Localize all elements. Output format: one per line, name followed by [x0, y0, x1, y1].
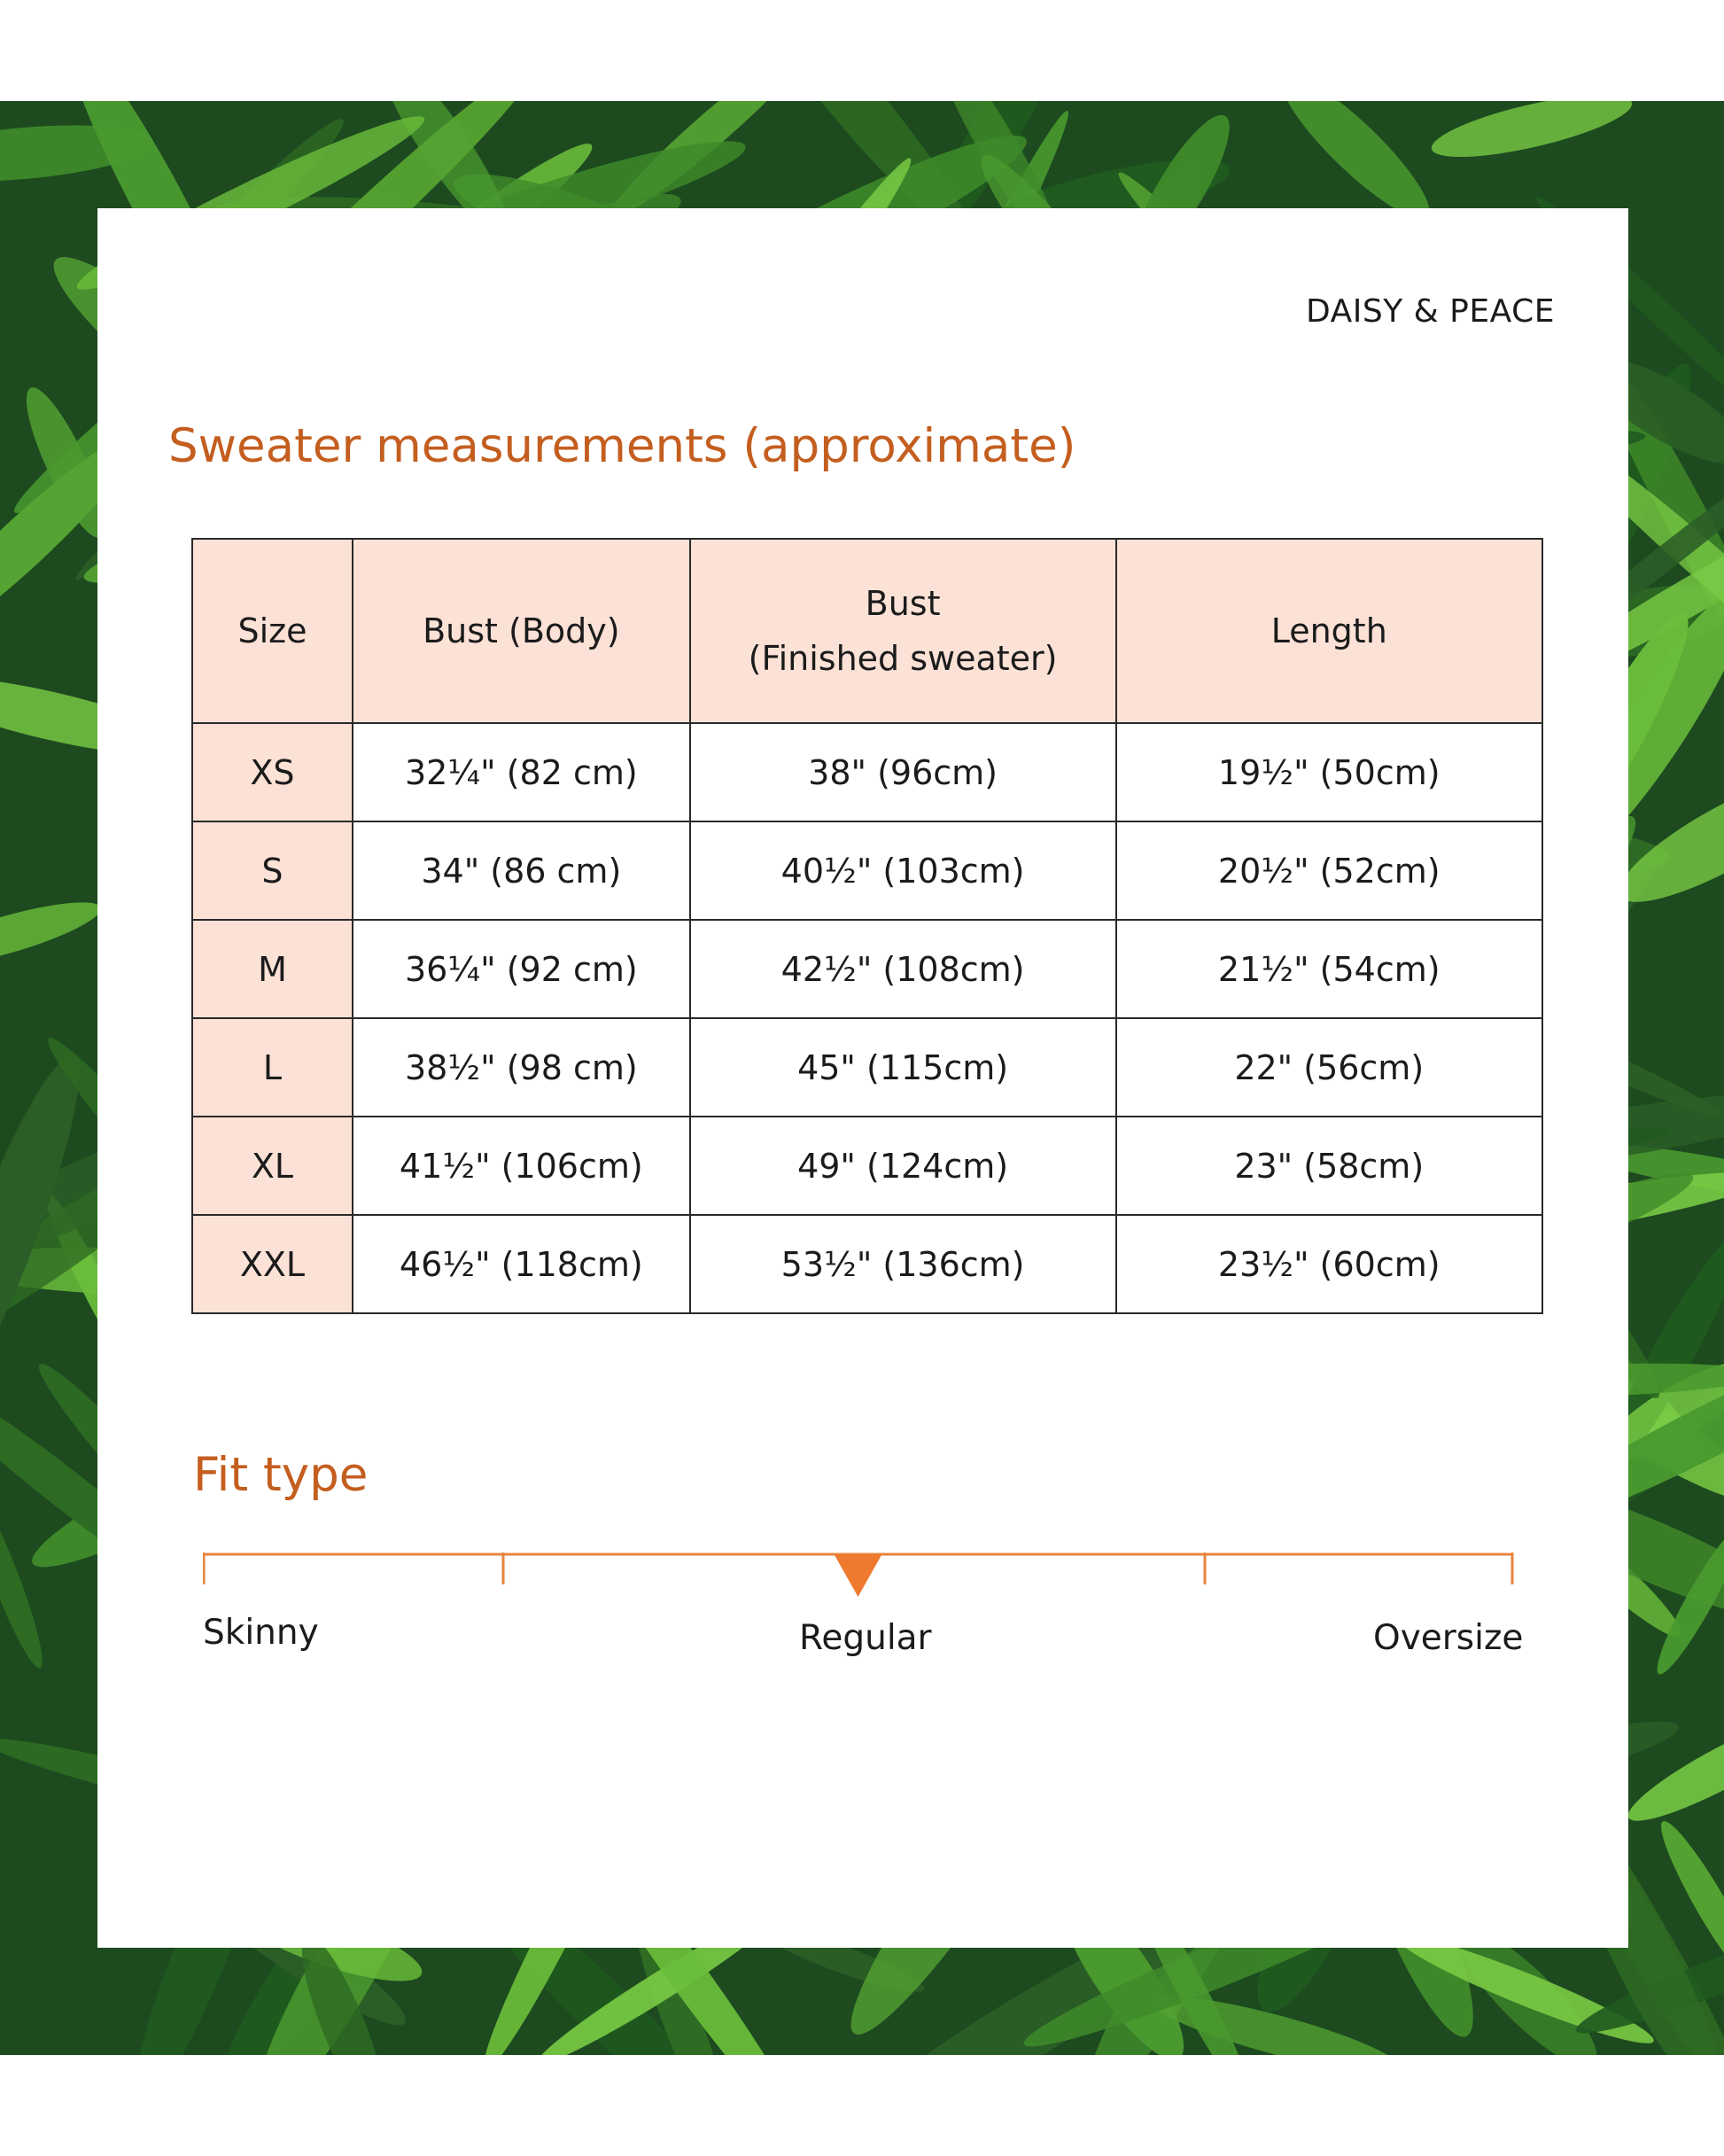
length-cell: 23" (58cm)	[1116, 1117, 1543, 1215]
length-cell: 19½" (50cm)	[1116, 723, 1543, 821]
bust-finished-cell: 42½" (108cm)	[690, 920, 1116, 1018]
table-row	[192, 723, 1542, 821]
size-cell: XS	[192, 723, 353, 821]
table-header-row	[192, 539, 1542, 723]
size-guide-card	[97, 208, 1628, 1948]
header-size: Size	[192, 539, 353, 723]
bust-body-cell: 38½" (98 cm)	[353, 1018, 690, 1117]
table-row	[192, 1018, 1542, 1117]
bust-finished-cell: 40½" (103cm)	[690, 821, 1116, 920]
bust-body-cell: 36¼" (92 cm)	[353, 920, 690, 1018]
size-cell: XXL	[192, 1215, 353, 1313]
brand-name: DAISY & PEACE	[1306, 293, 1555, 330]
fit-scale	[203, 1553, 1521, 1607]
bust-body-cell: 41½" (106cm)	[353, 1117, 690, 1215]
header-bust-finished	[690, 539, 1116, 723]
fit-label-skinny: Skinny	[203, 1613, 319, 1653]
table-row	[192, 821, 1542, 920]
size-cell: L	[192, 1018, 353, 1117]
size-cell: S	[192, 821, 353, 920]
header-length: Length	[1116, 539, 1543, 723]
bust-finished-cell: 53½" (136cm)	[690, 1215, 1116, 1313]
length-cell: 21½" (54cm)	[1116, 920, 1543, 1018]
bust-body-cell: 32¼" (82 cm)	[353, 723, 690, 821]
bust-body-cell: 34" (86 cm)	[353, 821, 690, 920]
table-row	[192, 920, 1542, 1018]
size-cell: XL	[192, 1117, 353, 1215]
table-row	[192, 1117, 1542, 1215]
bust-finished-cell: 45" (115cm)	[690, 1018, 1116, 1117]
measurements-table	[191, 538, 1543, 1314]
header-bust-finished-line2: (Finished sweater)	[748, 639, 1058, 678]
length-cell: 22" (56cm)	[1116, 1018, 1543, 1117]
measurements-title: Sweater measurements (approximate)	[168, 419, 1076, 473]
length-cell: 23½" (60cm)	[1116, 1215, 1543, 1313]
table-row	[192, 1215, 1542, 1313]
header-bust-finished-line1: Bust	[865, 584, 941, 623]
fit-type-title: Fit type	[193, 1448, 369, 1502]
bust-finished-cell: 38" (96cm)	[690, 723, 1116, 821]
fit-label-regular: Regular	[799, 1618, 932, 1658]
fit-label-oversize: Oversize	[1373, 1618, 1524, 1658]
size-cell: M	[192, 920, 353, 1018]
fit-marker-icon	[835, 1554, 882, 1597]
bust-body-cell: 46½" (118cm)	[353, 1215, 690, 1313]
length-cell: 20½" (52cm)	[1116, 821, 1543, 920]
header-bust-body: Bust (Body)	[353, 539, 690, 723]
bust-finished-cell: 49" (124cm)	[690, 1117, 1116, 1215]
